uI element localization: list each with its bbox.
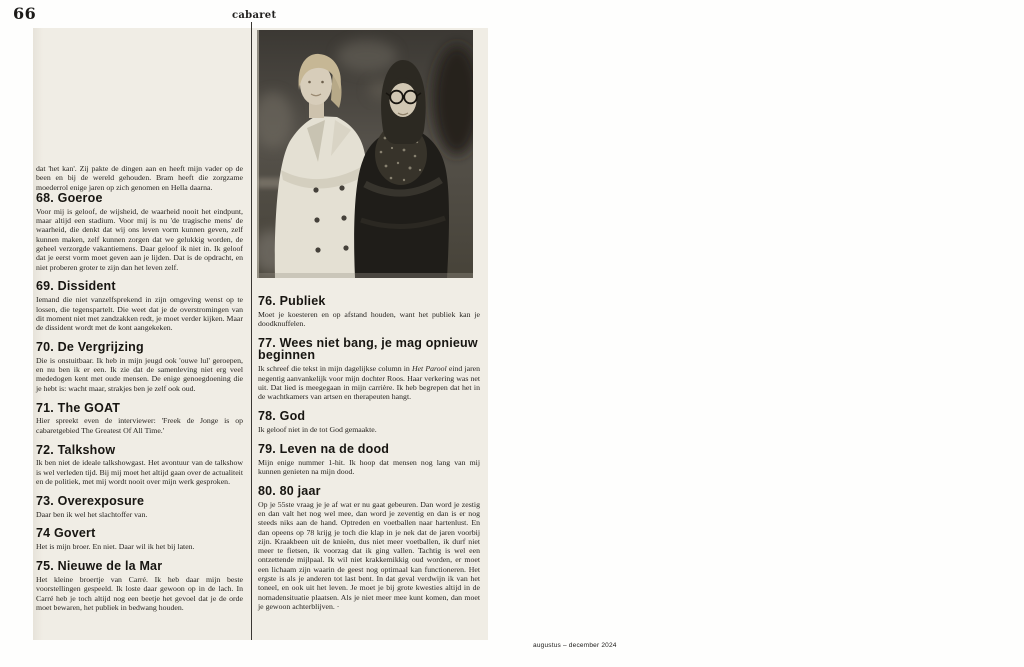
section-body: Mijn enige nummer 1-hit. Ik hoop dat mensen nog lang van mij kunnen genieten na mijn dood. <box>258 457 480 476</box>
section-heading: 74 Govert <box>36 526 96 541</box>
section-heading: 70. De Vergrijzing <box>36 339 144 354</box>
section-heading: 68. Goeroe <box>36 190 103 205</box>
article-section <box>258 410 480 434</box>
section-body: Ik geloof niet in de tot God gemaakte. <box>258 424 377 434</box>
article-section <box>36 444 243 487</box>
article-section <box>258 485 480 611</box>
section-heading: 76. Publiek <box>258 294 326 308</box>
section-body: Hier spreekt even de interviewer: 'Freek de Jonge is op cabaretgebied The Greatest Of All Time.' <box>36 416 243 435</box>
footer-date: augustus – december 2024 <box>533 642 617 649</box>
article-section <box>258 337 480 402</box>
section-body: Iemand die niet vanzelfsprekend in zijn omgeving wenst op te lossen, die tegenspartelt. Die weet dat je de overstromingen van dit moment niet met zandzakken redt, je moet verder kijken. Maar de dissident wordt met de kont aangekeken. <box>36 295 243 333</box>
article-section <box>36 341 243 393</box>
left-column-sections <box>36 192 243 612</box>
section-heading: 77. Wees niet bang, je mag opnieuw beginnen <box>258 335 478 363</box>
section-heading: 69. Dissident <box>36 279 116 294</box>
article-section <box>36 560 243 612</box>
section-body: Het kleine broertje van Carré. Ik heb daar mijn beste voorstellingen gespeeld. Ik loste daar gewoon op in de lach. In Carré heb je toch altijd nog een beetje het gevoel dat je de orde moet bewaren, het publiek in bedwang houden. <box>36 575 243 612</box>
article-section <box>36 280 243 332</box>
section-heading: 80. 80 jaar <box>258 483 321 498</box>
section-body: Ik schreef die tekst in mijn dagelijkse column in Het Parool eind jaren negentig aanvankelijk voor mijn dochter Roos. Haar verkering was net uit. Dat lied is meegegaan in mijn carrière. Ik heb begrepen dat het in de wachtkamers van artsen en therapeuten hangt. <box>258 364 481 402</box>
article-section <box>36 192 243 272</box>
section-heading: 72. Talkshow <box>36 442 116 457</box>
column-divider <box>251 22 252 640</box>
article-section <box>36 402 243 435</box>
section-heading: 79. Leven na de dood <box>258 441 390 456</box>
right-column <box>258 295 480 611</box>
page-number: 66 <box>13 4 37 23</box>
article-section <box>258 295 480 328</box>
section-heading: 78. God <box>258 409 306 424</box>
section-body: Daar ben ik wel het slachtoffer van. <box>36 509 148 519</box>
article-photo <box>257 30 473 278</box>
section-heading: 75. Nieuwe de la Mar <box>36 559 163 574</box>
left-column <box>36 164 243 612</box>
section-body: Moet je koesteren en op afstand houden, want het publiek kan je doodknuffelen. <box>258 309 480 329</box>
section-body: Voor mij is geloof, de wijsheid, de waarheid nooit het eindpunt, maar altijd een stadium. Voor mij is nu 'de tragische mens' de waarheid, die denkt dat wij ons leven vorm kunnen geven, zelf kunnen maken, zelf kunnen zorgen dat we gelukkig worden, de geheel verzorgde vakantiemens. Daar geloof ik niet in. Ik geloof dat je eerst vorm moet geven aan je lijden. Dat is de opdracht, en niet proberen groter te zijn dan het leven zelf. <box>36 206 243 272</box>
photo-illustration <box>257 30 473 278</box>
section-body: Die is onstuitbaar. Ik heb in mijn jeugd ook 'ouwe lul' geroepen, en nu ben ik er een. Ik zie dat de samenleving niet erg veel mededogen kent met oude mensen. De enige genoegdoening die je hebt is: wacht maar, strakjes ben je zelf ook oud. <box>36 355 243 393</box>
article-section <box>258 443 480 476</box>
section-header: cabaret <box>232 10 277 21</box>
section-body: Ik ben niet de ideale talkshowgast. Het avontuur van de talkshow is wel verleden tijd. Bij mij moet het altijd gaan over de actualiteit en de politiek, met mij wordt nooit over mijn werk gesproken. <box>36 458 243 486</box>
section-body: Het is mijn broer. En niet. Daar wil ik het bij laten. <box>36 542 195 552</box>
section-heading: 71. The GOAT <box>36 400 121 415</box>
right-column-sections <box>258 295 480 611</box>
article-section <box>36 495 243 519</box>
section-heading: 73. Overexposure <box>36 493 145 508</box>
section-body: Op je 55ste vraag je je af wat er nu gaat gebeuren. Dan word je zestig en dan valt het nog wel mee, dan word je zeventig en dan is er nog steeds niks aan de hand. Optreden en voetballen naar hartenlust. En dan opeens op 78 krijg je toch die klap in je nek dat de jaren voorbij zijn. Kraakbeen uit de knieën, dus niet meer voetballen, ik durf niet meer te fietsen, ik voorzag dat ik ging vallen. Tachtig is wel een ontzettende mijlpaal. Ik wil niet krakkemikkig oud worden, er moet een lichaam zijn waarin de geest nog optimaal kan functioneren. Het ergste is als je anderen tot last bent. In dat geval verdwijn ik van het toneel, en ook uit het leven. Je moet je bij grote kwesties altijd in de nomadensituatie plaatsen. Als je niet meer mee kunt komen, dan moet je gewoon achterblijven. · <box>258 499 480 611</box>
intro-paragraph: dat 'het kan'. Zij pakte de dingen aan en heeft mijn vader op de been en bij de wereld gehouden. Bram heeft die zorgzame moederrol enige jaren op zich genomen en Hella daarna. <box>36 164 243 192</box>
article-section <box>36 527 243 551</box>
